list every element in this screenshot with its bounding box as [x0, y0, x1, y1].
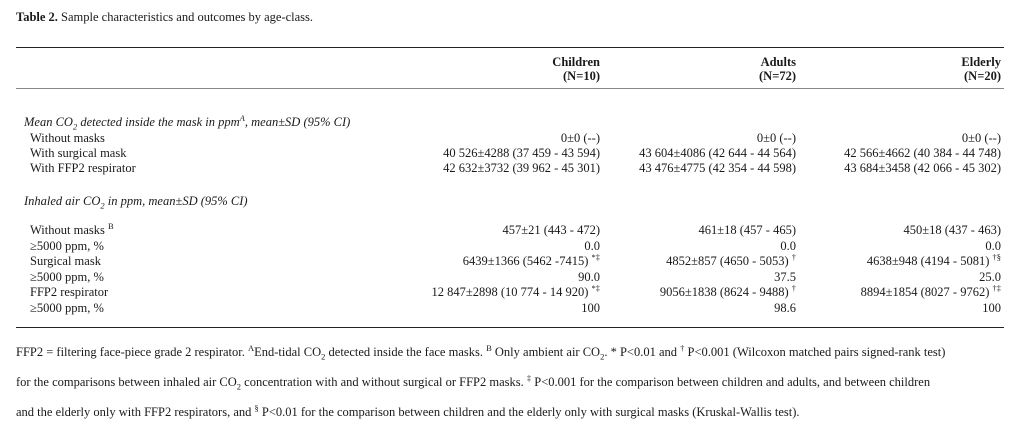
table-cell: 4638±948 (4194 - 5081) †§: [866, 251, 1001, 268]
column-n: (N=20): [964, 69, 1001, 83]
table-cell: 43 684±3458 (42 066 - 45 302): [844, 161, 1001, 175]
section-title-mean-co2: Mean $CO_2$ detected inside the mask in ppm$^A$, mean±SD (95% CI): [24, 112, 351, 132]
table-cell: 40 526±4288 (37 459 - 43 594): [443, 146, 600, 160]
table-cell: 0±0 (--): [560, 131, 600, 145]
table-cell: 8894±1854 (8027 - 9762) †‡: [860, 282, 1001, 299]
footnote-line-1: FFP2 = filtering face-piece grade 2 respirator. $^A$End-tidal $CO_2$ detected inside the face masks. $^B$ Only ambient air $CO_2$. * P<0.01 and † P<0.001 (Wilcoxon matched pairs signed-rank test): [16, 342, 946, 362]
table-cell: 461±18 (457 - 465): [698, 223, 796, 237]
table-cell: 457±21 (443 - 472): [502, 223, 600, 237]
top-rule: [16, 47, 1004, 48]
table-number: Table 2.: [16, 10, 58, 24]
table-cell: 0.0: [780, 238, 796, 253]
footnote-line-2: for the comparisons between inhaled air $CO_2$ concentration with and without surgical or FFP2 masks. ‡ P<0.001 for the comparison between children and adults, and between children: [16, 372, 931, 392]
row-label: Surgical mask: [30, 254, 101, 268]
column-n: (N=72): [759, 69, 796, 83]
column-name: Elderly: [961, 55, 1001, 69]
table-cell: 9056±1838 (8624 - 9488) †: [659, 282, 796, 299]
row-label: ≥5000 ppm, %: [30, 300, 104, 315]
bottom-rule: [16, 327, 1004, 328]
table-cell: 100: [982, 300, 1001, 315]
row-label: Without masks $^B$: [30, 220, 114, 237]
column-header-adults: [759, 55, 796, 83]
table-caption: Sample characteristics and outcomes by age-class.: [61, 10, 314, 24]
table-cell: 450±18 (437 - 463): [903, 223, 1001, 237]
column-n: (N=10): [563, 69, 600, 83]
table-cell: 37.5: [774, 269, 796, 284]
table-title: [16, 10, 313, 25]
column-header-elderly: [961, 55, 1001, 83]
table-cell: 0.0: [584, 238, 600, 253]
table-cell: 0±0 (--): [756, 131, 796, 145]
table-cell: 6439±1366 (5462 -7415) *‡: [462, 251, 600, 268]
column-header-children: [552, 55, 600, 83]
row-label: ≥5000 ppm, %: [30, 238, 104, 253]
row-label: With FFP2 respirator: [30, 161, 136, 175]
table-cell: 43 604±4086 (42 644 - 44 564): [639, 146, 796, 160]
table-cell: 42 566±4662 (40 384 - 44 748): [844, 146, 1001, 160]
section-title-inhaled-co2: Inhaled air $CO_2$ in ppm, mean±SD (95% CI): [24, 194, 248, 211]
header-rule: [16, 88, 1004, 89]
row-label: ≥5000 ppm, %: [30, 269, 104, 284]
column-name: Adults: [760, 55, 796, 69]
footnote-line-3: and the elderly only with FFP2 respirators, and § P<0.01 for the comparison between children and the elderly only with surgical masks (Kruskal-Wallis test).: [16, 402, 800, 419]
table-cell: 90.0: [578, 269, 600, 284]
table-cell: 4852±857 (4650 - 5053) †: [666, 251, 796, 268]
table-cell: 25.0: [979, 269, 1001, 284]
table-cell: 43 476±4775 (42 354 - 44 598): [639, 161, 796, 175]
row-label: FFP2 respirator: [30, 285, 109, 299]
table-cell: 42 632±3732 (39 962 - 45 301): [443, 161, 600, 175]
row-label: With surgical mask: [30, 146, 127, 160]
row-label: Without masks: [30, 131, 105, 145]
table-cell: 0±0 (--): [961, 131, 1001, 145]
table-cell: 12 847±2898 (10 774 - 14 920) *‡: [431, 282, 600, 299]
table-cell: 0.0: [985, 238, 1001, 253]
table-cell: 98.6: [774, 300, 796, 315]
table-cell: 100: [581, 300, 600, 315]
column-name: Children: [552, 55, 600, 69]
